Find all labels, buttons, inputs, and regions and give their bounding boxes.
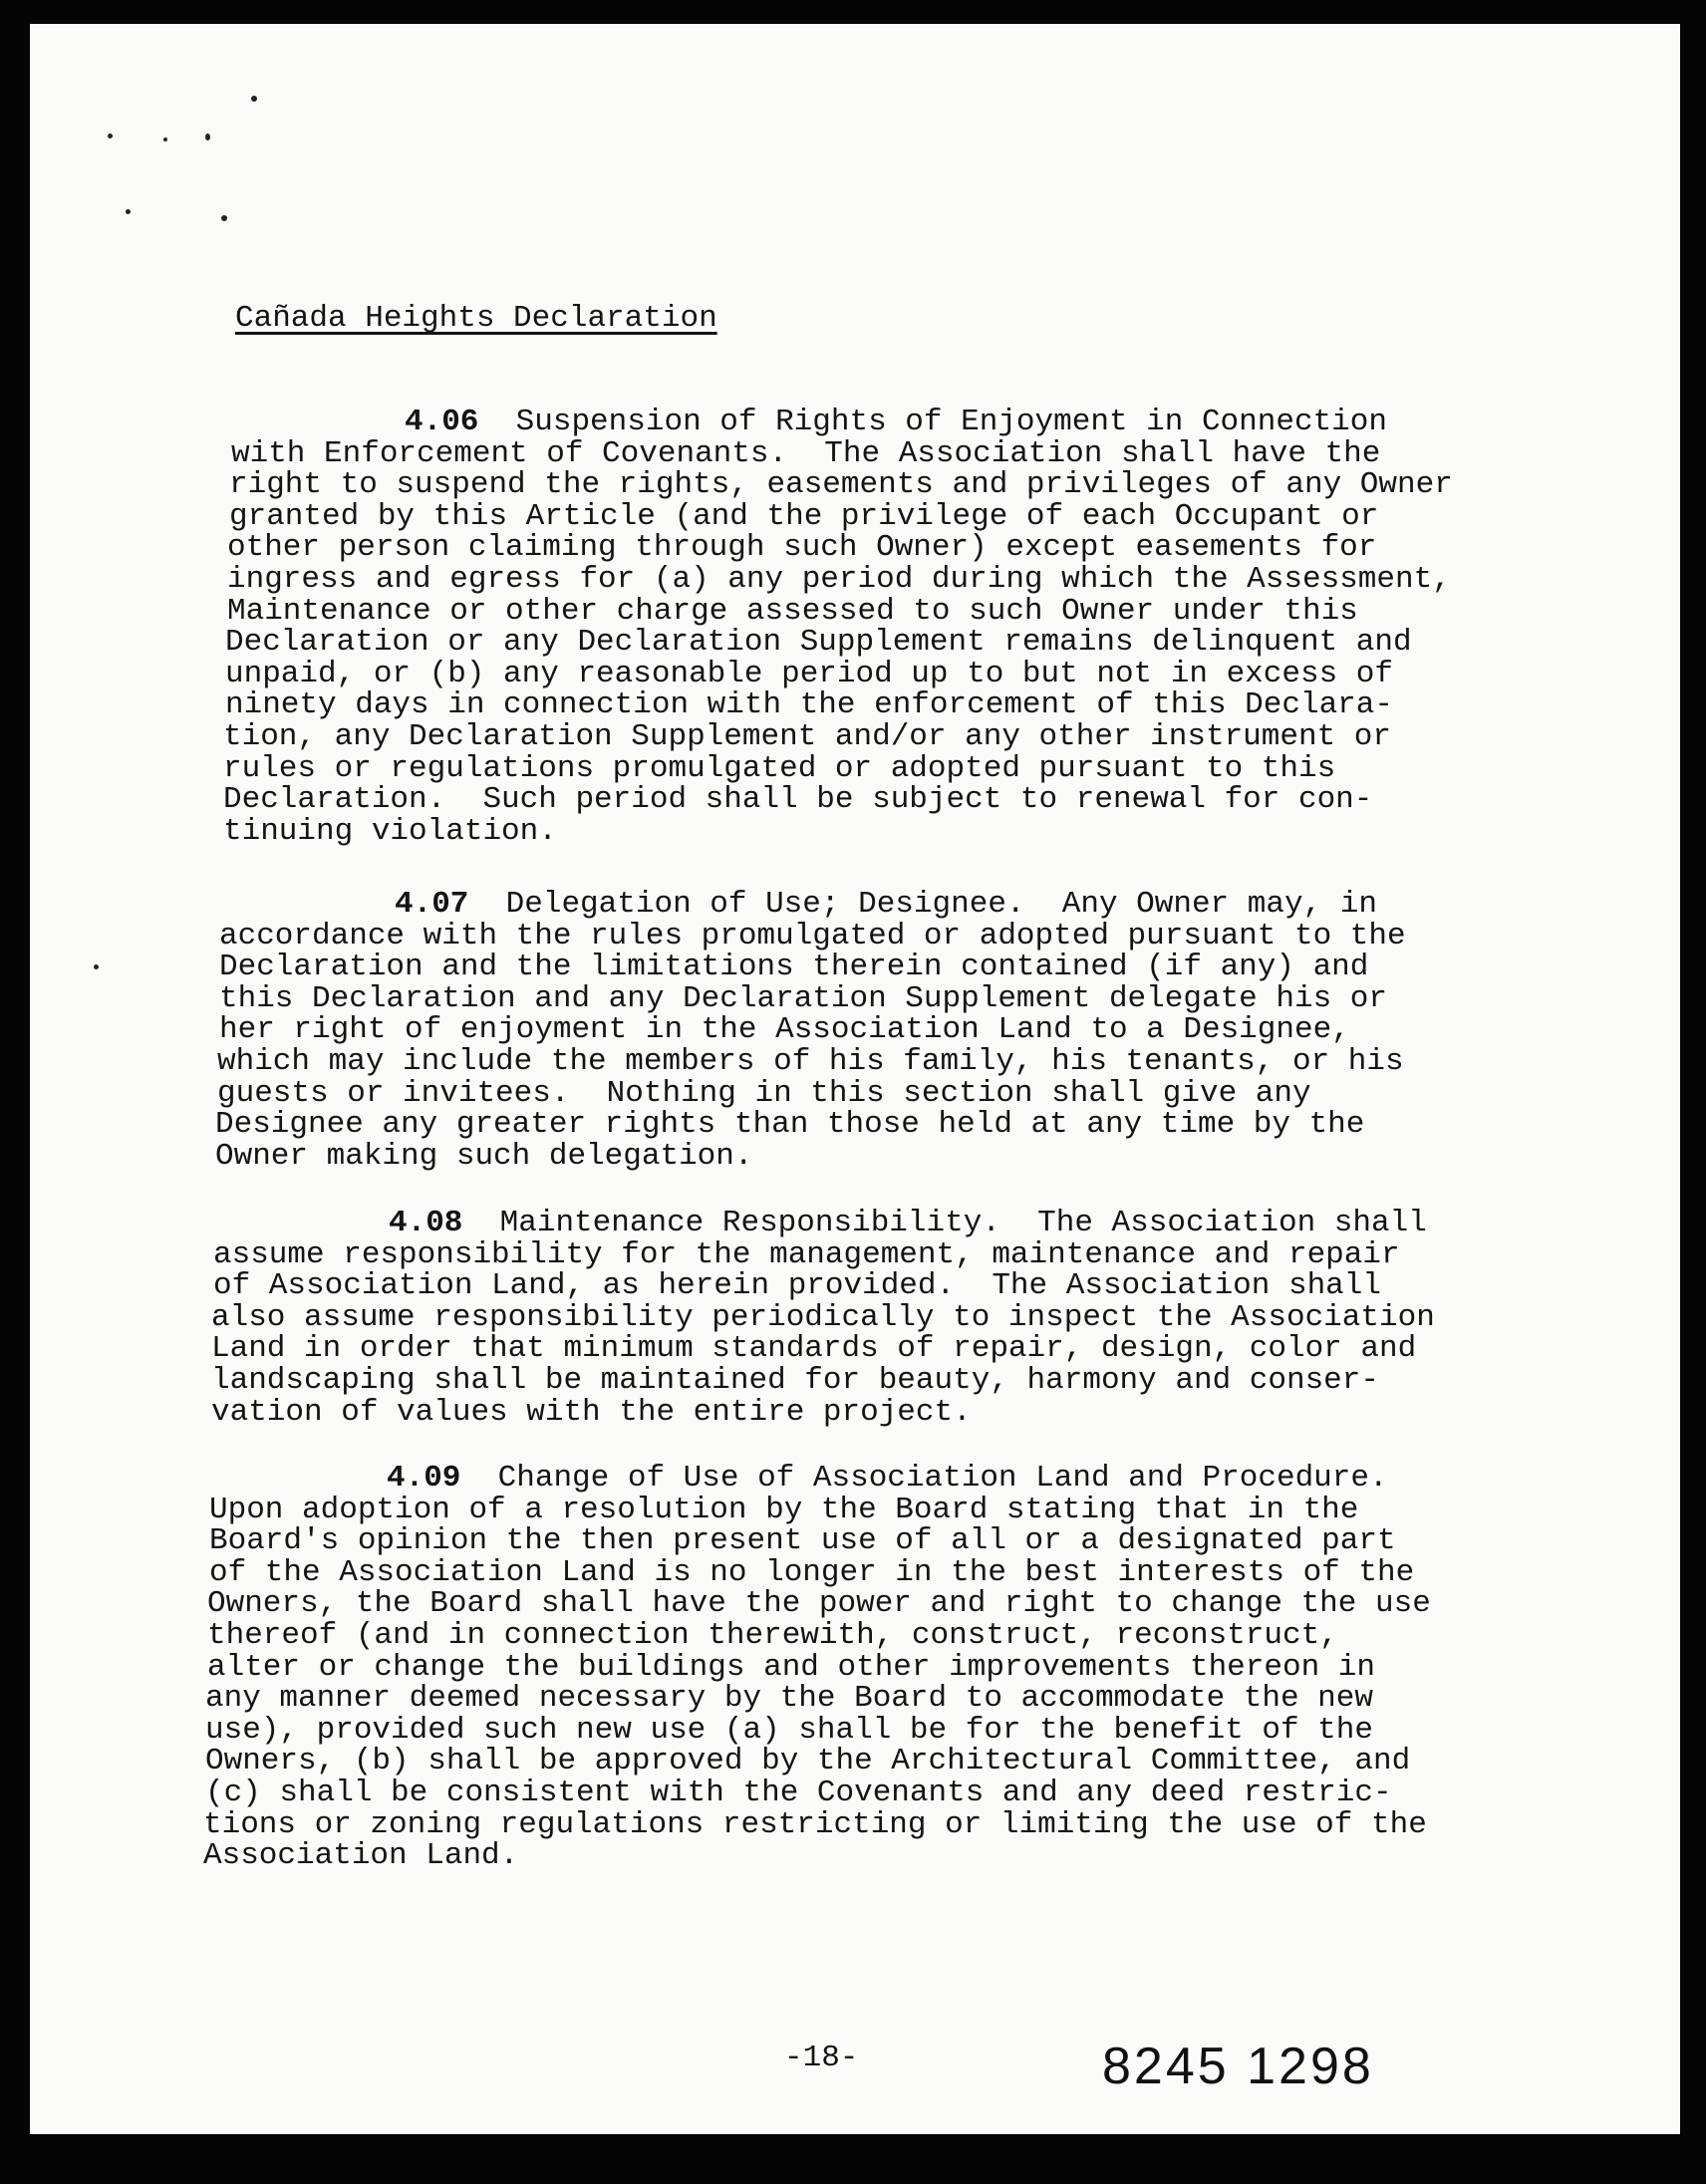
section-line: tion, any Declaration Supplement and/or any other instrument or bbox=[223, 718, 1391, 754]
section-number: 4.08 bbox=[389, 1206, 463, 1240]
section-line: unpaid, or (b) any reasonable period up to but not in excess of bbox=[225, 656, 1393, 691]
section-line: Board's opinion the then present use of all or a designated part bbox=[209, 1523, 1396, 1559]
document-header: Cañada Heights Declaration bbox=[235, 301, 717, 336]
section-line: tinuing violation. bbox=[223, 813, 557, 849]
section-4-08 bbox=[30, 1208, 1680, 1428]
section-line: Designee any greater rights than those held at any time by the bbox=[215, 1107, 1365, 1143]
section-number: 4.09 bbox=[387, 1461, 461, 1496]
section-line: Declaration and the limitations therein contained (if any) and bbox=[219, 950, 1369, 985]
section-line: any manner deemed necessary by the Board to accommodate the new bbox=[205, 1681, 1373, 1717]
section-line: assume responsibility for the management, maintenance and repair bbox=[213, 1236, 1400, 1272]
section-4-07 bbox=[30, 889, 1680, 1172]
section-line: Owners, (b) shall be approved by the Architectural Committee, and bbox=[205, 1744, 1411, 1779]
section-line: Owner making such delegation. bbox=[215, 1138, 753, 1174]
page-number: -18- bbox=[784, 2041, 859, 2075]
section-4-06 bbox=[30, 407, 1680, 847]
section-line: (c) shall be consistent with the Covenants and any deed restric- bbox=[205, 1774, 1392, 1810]
section-line: Declaration. Such period shall be subject to renewal for con- bbox=[223, 782, 1373, 818]
section-line: Delegation of Use; Designee. Any Owner may, in bbox=[505, 887, 1377, 922]
section-line: Declaration or any Declaration Supplement remains delinquent and bbox=[225, 625, 1412, 661]
section-line: tions or zoning regulations restricting or limiting the use of the bbox=[203, 1806, 1427, 1842]
section-line: her right of enjoyment in the Association Land to a Designee, bbox=[219, 1012, 1350, 1048]
section-line: Maintenance or other charge assessed to such Owner under this bbox=[227, 593, 1358, 629]
section-line: guests or invitees. Nothing in this section shall give any bbox=[217, 1075, 1311, 1111]
section-line: granted by this Article (and the privilege of each Occupant or bbox=[229, 498, 1379, 534]
section-line: Owners, the Board shall have the power and right to change the use bbox=[207, 1586, 1431, 1622]
section-number: 4.06 bbox=[405, 405, 479, 439]
section-line: Upon adoption of a resolution by the Board stating that in the bbox=[209, 1492, 1359, 1527]
section-line: right to suspend the rights, easements and privileges of any Owner bbox=[229, 467, 1453, 503]
section-line: alter or change the buildings and other improvements thereon in bbox=[207, 1649, 1375, 1685]
section-line: other person claiming through such Owner) except easements for bbox=[227, 530, 1377, 566]
section-line: ninety days in connection with the enforcement of this Declara- bbox=[225, 687, 1393, 723]
section-line: Suspension of Rights of Enjoyment in Connection bbox=[515, 405, 1387, 439]
section-line: of the Association Land is no longer in the best interests of the bbox=[209, 1554, 1415, 1590]
section-4-09 bbox=[30, 1463, 1680, 1872]
document-page bbox=[30, 24, 1680, 2134]
section-line: Maintenance Responsibility. The Association shall bbox=[499, 1206, 1427, 1240]
section-line: rules or regulations promulgated or adopted pursuant to this bbox=[223, 750, 1336, 786]
section-line: vation of values with the entire project. bbox=[211, 1394, 972, 1430]
section-line: ingress and egress for (a) any period during which the Assessment, bbox=[227, 561, 1451, 597]
section-line: of Association Land, as herein provided. The Association shall bbox=[213, 1268, 1381, 1304]
document-code: 8245 1298 bbox=[1102, 2038, 1374, 2095]
section-line: which may include the members of his family, his tenants, or his bbox=[217, 1043, 1404, 1079]
section-number: 4.07 bbox=[395, 887, 469, 922]
section-line: with Enforcement of Covenants. The Association shall have the bbox=[231, 435, 1381, 471]
section-line: Association Land. bbox=[203, 1838, 519, 1874]
section-line: Land in order that minimum standards of repair, design, color and bbox=[211, 1331, 1417, 1367]
document-body bbox=[30, 24, 1680, 2134]
section-line: also assume responsibility periodically to inspect the Association bbox=[211, 1299, 1435, 1335]
section-line: landscaping shall be maintained for beauty, harmony and conser- bbox=[211, 1362, 1379, 1398]
section-line: Change of Use of Association Land and Procedure. bbox=[497, 1461, 1388, 1496]
section-line: this Declaration and any Declaration Supplement delegate his or bbox=[219, 980, 1387, 1016]
section-line: use), provided such new use (a) shall be for the benefit of the bbox=[205, 1712, 1373, 1748]
section-line: thereof (and in connection therewith, construct, reconstruct, bbox=[207, 1617, 1338, 1653]
section-line: accordance with the rules promulgated or adopted pursuant to the bbox=[219, 918, 1406, 954]
